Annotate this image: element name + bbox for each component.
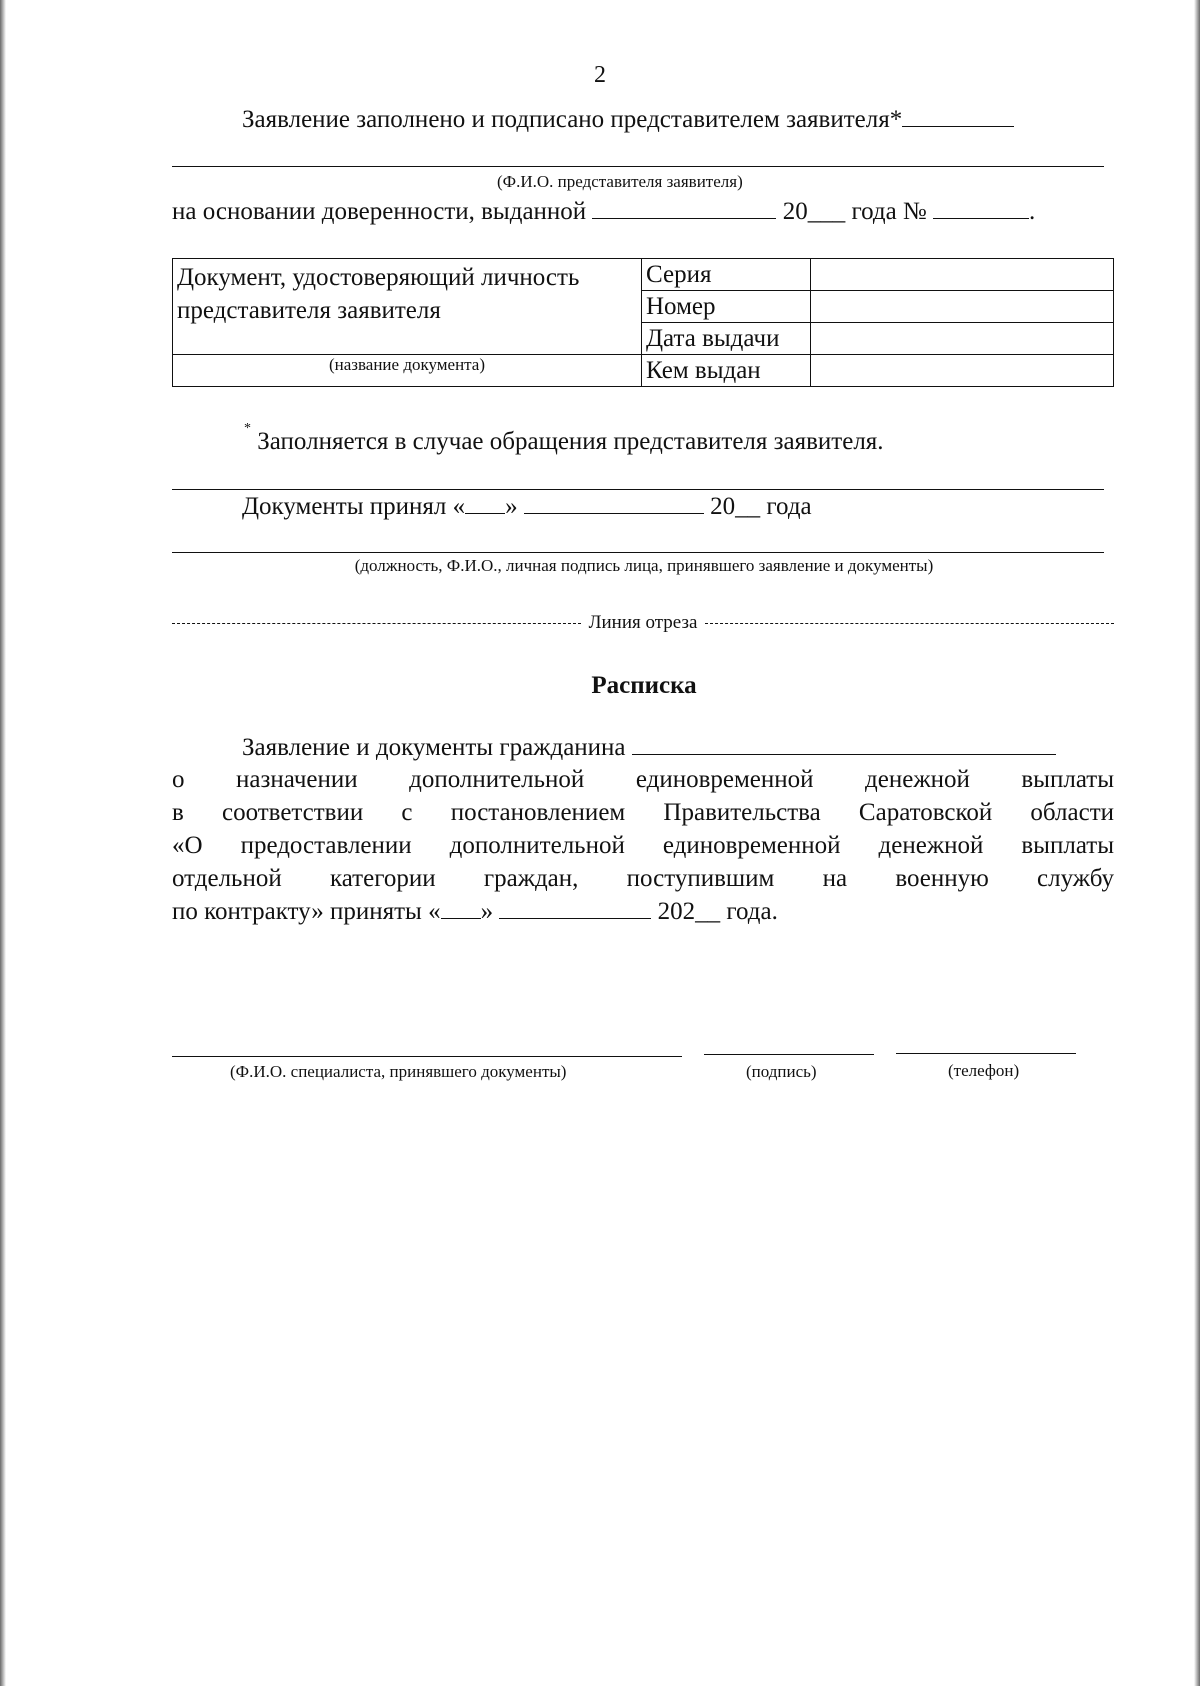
receipt-year: 202__ (657, 898, 721, 925)
footnote (244, 420, 884, 456)
receipt-title: Расписка (591, 672, 697, 699)
proxy-date-blank[interactable] (592, 217, 776, 219)
accepted-close: » (505, 493, 518, 520)
identity-document-table (172, 258, 1114, 387)
id-row-value-series[interactable] (811, 259, 1114, 291)
accepted-caption: (должность, Ф.И.О., личная подпись лица, принявшего заявление и документы) (354, 556, 934, 575)
proxy-line (172, 198, 1035, 226)
receipt-first-line-text: Заявление и документы гражданина (242, 734, 626, 761)
representative-name-caption: (Ф.И.О. представителя заявителя) (497, 172, 743, 191)
receipt-first-line (242, 734, 1056, 762)
id-row-label: Серия (642, 259, 811, 291)
citizen-name-blank[interactable] (632, 753, 1056, 755)
accepted-day-blank[interactable] (465, 512, 505, 514)
id-row-label: Кем выдан (642, 355, 811, 387)
scan-edge-left (0, 0, 6, 1686)
scan-edge-right (1194, 0, 1200, 1686)
receipt-line: отдельной категории граждан, поступившим на военную службу (172, 865, 1114, 892)
proxy-year-word: года № (851, 198, 927, 225)
separator-line (172, 489, 1104, 490)
receipt-line: «О предоставлении дополнительной единовременной денежной выплаты (172, 832, 1114, 859)
receipt-last-line (172, 898, 778, 926)
receipt-day-blank[interactable] (441, 917, 481, 919)
footnote-text: Заполняется в случае обращения представителя заявителя. (257, 428, 884, 455)
signature-caption: (подпись) (746, 1062, 817, 1081)
representative-statement (242, 106, 1014, 134)
phone-line[interactable] (896, 1053, 1076, 1054)
accepted-month-blank[interactable] (524, 512, 704, 514)
accepted-prefix: Документы принял « (242, 493, 466, 520)
cut-line (172, 612, 1114, 634)
signature-line[interactable] (704, 1054, 874, 1055)
id-row-value-number[interactable] (811, 291, 1114, 323)
representative-statement-text: Заявление заполнено и подписано представителем заявителя* (242, 106, 903, 133)
accepted-year-word: года (766, 493, 812, 520)
proxy-number-blank[interactable] (933, 217, 1029, 219)
proxy-year: 20___ (782, 198, 846, 225)
id-row-label: Номер (642, 291, 811, 323)
phone-caption: (телефон) (948, 1061, 1020, 1080)
proxy-prefix: на основании доверенности, выданной (172, 198, 587, 225)
representative-short-blank[interactable] (902, 125, 1014, 127)
receipt-last-line-close: » (480, 898, 494, 925)
accepted-year: 20__ (710, 493, 761, 520)
id-row-value-issued-by[interactable] (811, 355, 1114, 387)
documents-accepted-line (242, 493, 812, 521)
cut-line-dashes-left (172, 623, 581, 624)
accepted-by-line[interactable] (172, 552, 1104, 553)
identity-document-label: Документ, удостоверяющий личность представителя заявителя (177, 264, 580, 324)
page-number: 2 (594, 62, 606, 88)
receipt-year-word: года. (726, 898, 778, 925)
representative-name-line[interactable] (172, 166, 1104, 167)
receipt-last-line-prefix: по контракту» приняты « (172, 898, 441, 925)
footnote-mark: * (244, 420, 251, 436)
proxy-period: . (1029, 198, 1036, 225)
id-row-value-issue-date[interactable] (811, 323, 1114, 355)
receipt-line: в соответствии с постановлением Правительства Саратовской области (172, 799, 1114, 826)
cut-line-dashes-right (705, 623, 1114, 624)
identity-document-caption: (название документа) (173, 355, 642, 387)
specialist-caption: (Ф.И.О. специалиста, принявшего документы) (230, 1062, 567, 1081)
receipt-month-blank[interactable] (499, 917, 651, 919)
identity-document-label-cell (173, 259, 642, 355)
receipt-line: о назначении дополнительной единовременной денежной выплаты (172, 766, 1114, 793)
cut-line-label: Линия отреза (588, 612, 698, 633)
id-row-label: Дата выдачи (642, 323, 811, 355)
specialist-name-line[interactable] (172, 1056, 682, 1057)
